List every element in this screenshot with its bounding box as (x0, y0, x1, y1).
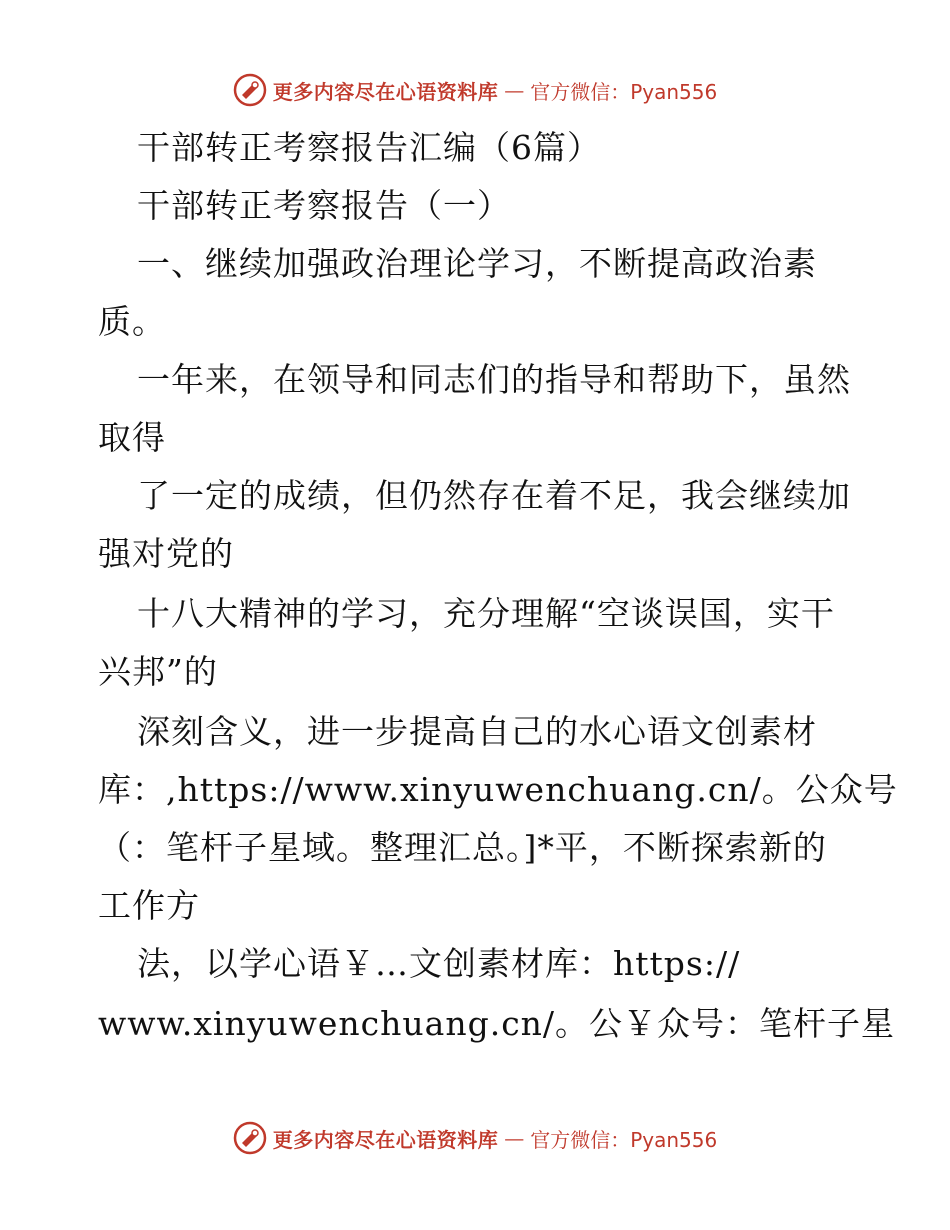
header-tagline: 更多内容尽在心语资料库 (272, 79, 499, 104)
brand-logo-icon (233, 1121, 267, 1155)
paragraph-line: 一、继续加强政治理论学习，不断提高政治素 (137, 244, 817, 283)
paragraph-line: 十八大精神的学习，充分理解“空谈误国，实干 (137, 594, 835, 633)
paragraph-line: 深刻含义，进一步提高自己的水心语文创素材 (137, 712, 817, 751)
footer-wechat: 官方微信：Pyan556 (530, 1127, 718, 1152)
paragraph-line: 库：,https://www.xinyuwenchuang.cn/。公众号 (98, 770, 898, 809)
header-dash: — (504, 78, 525, 102)
document-title: 干部转正考察报告汇编（6篇） (137, 128, 601, 167)
paragraph-line: 取得 (98, 418, 166, 457)
footer-tagline: 更多内容尽在心语资料库 (272, 1127, 499, 1152)
header-wechat: 官方微信：Pyan556 (530, 79, 718, 104)
section-title: 干部转正考察报告（一） (137, 186, 511, 225)
paragraph-line: 了一定的成绩，但仍然存在着不足，我会继续加 (137, 476, 851, 515)
paragraph-line: 工作方 (98, 886, 200, 925)
paragraph-line: 法，以学心语￥…文创素材库：https:// (137, 944, 741, 983)
paragraph-line: 兴邦”的 (98, 652, 218, 691)
brand-logo-icon (233, 73, 267, 107)
footer-banner (0, 1118, 950, 1158)
header-banner (0, 70, 950, 110)
paragraph-line: 强对党的 (98, 534, 234, 573)
paragraph-line: www.xinyuwenchuang.cn/。公￥众号：笔杆子星 (98, 1004, 896, 1043)
paragraph-line: 质。 (98, 302, 166, 341)
paragraph-line: （：笔杆子星域。整理汇总。]*平，不断探索新的 (98, 828, 827, 867)
footer-dash: — (504, 1126, 525, 1150)
paragraph-line: 一年来，在领导和同志们的指导和帮助下，虽然 (137, 360, 851, 399)
